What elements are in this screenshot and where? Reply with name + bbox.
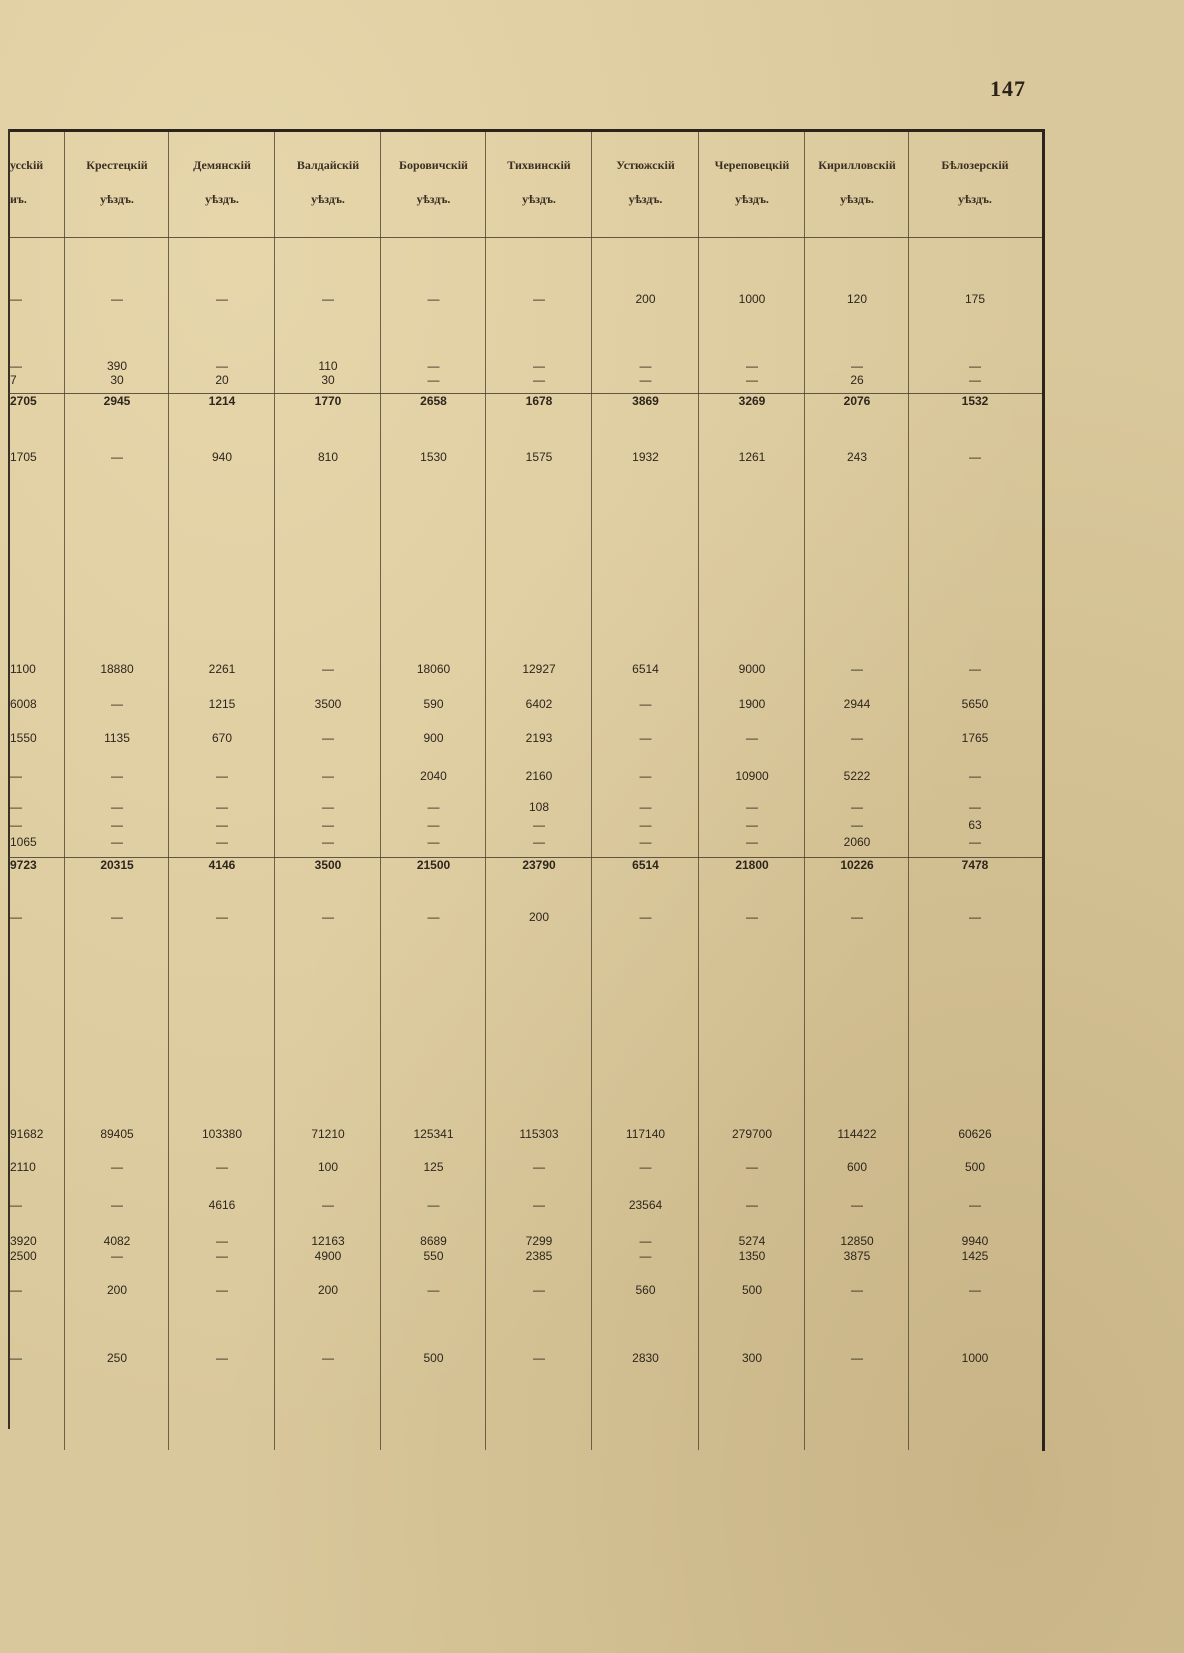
table-cell: —: [533, 1160, 545, 1174]
column-header: Боровичскiй уѣздъ.: [399, 158, 468, 206]
table-cell: —: [322, 769, 334, 783]
column-header: Демянскiй уѣздъ.: [193, 158, 251, 206]
table-cell: 200: [106, 1283, 128, 1297]
table-cell: 115303: [519, 1127, 559, 1141]
table-cell: —: [969, 769, 981, 783]
table-cell: —: [427, 292, 440, 306]
table-cell: —: [969, 835, 981, 849]
table-cell: —: [851, 662, 863, 676]
table-cell: 560: [635, 1283, 656, 1297]
table-cell: —: [10, 1283, 22, 1297]
table-cell: 500: [741, 1283, 763, 1297]
column-divider: [274, 132, 275, 1450]
table-cell: 250: [106, 1351, 128, 1365]
table-cell: —: [216, 835, 228, 849]
table-cell: —: [969, 800, 981, 814]
table-cell: —: [851, 910, 863, 924]
column-divider: [64, 132, 65, 1450]
table-cell: —: [533, 1283, 545, 1297]
table-cell: —: [639, 800, 652, 814]
table-cell: 1065: [10, 835, 37, 849]
column-header: Тихвинскiй уѣздъ.: [507, 158, 571, 206]
table-cell: —: [111, 835, 123, 849]
table-cell: —: [533, 373, 545, 387]
table-cell: 1532: [961, 394, 989, 408]
table-cell: —: [533, 1198, 545, 1212]
table-cell: —: [427, 373, 440, 387]
table-cell: —: [639, 818, 652, 832]
table-cell: 279700: [731, 1127, 773, 1141]
table-cell: 2076: [843, 394, 871, 408]
header-rule: [8, 237, 1042, 238]
table-cell: 10900: [735, 769, 769, 783]
table-cell: 2060: [843, 835, 871, 849]
table-cell: 6402: [525, 697, 553, 711]
table-cell: 3500: [314, 697, 342, 711]
table-cell: —: [851, 818, 863, 832]
table-cell: 1214: [208, 394, 236, 408]
table-cell: 110: [318, 359, 338, 373]
table-cell: —: [111, 450, 123, 464]
table-cell: 810: [317, 450, 339, 464]
table-cell: 1932: [632, 450, 659, 464]
column-header: уссkiй иъ.: [10, 158, 44, 206]
table-cell: 2500: [10, 1249, 37, 1263]
table-cell: —: [216, 818, 228, 832]
table-cell: 2705: [10, 394, 37, 408]
table-cell: 71210: [311, 1127, 345, 1141]
table-cell: 2944: [843, 697, 871, 711]
table-cell: —: [216, 1249, 228, 1263]
table-cell: 1530: [420, 450, 447, 464]
table-cell: 1350: [738, 1249, 766, 1263]
table-cell: 12927: [522, 662, 556, 676]
table-cell: 900: [423, 731, 444, 745]
table-cell: —: [639, 769, 652, 783]
column-divider: [380, 132, 381, 1450]
table-cell: —: [111, 292, 123, 306]
table-cell: —: [322, 1198, 334, 1212]
table-cell: 1705: [10, 450, 37, 464]
table-cell: 125341: [413, 1127, 454, 1141]
table-cell: —: [969, 1198, 981, 1212]
table-cell: 2040: [420, 769, 447, 783]
table-cell: —: [533, 835, 545, 849]
table-cell: 18060: [416, 662, 451, 676]
column-header: Валдайскiй уѣздъ.: [296, 158, 360, 206]
table-cell: 590: [423, 697, 444, 711]
table-cell: 1000: [738, 292, 766, 306]
table-cell: 6514: [632, 858, 659, 872]
table-cell: —: [427, 359, 440, 373]
table-cell: 3500: [314, 858, 342, 872]
column-header: Крестецкiй уѣздъ.: [86, 158, 148, 206]
table-cell: 2945: [103, 394, 131, 408]
table-cell: —: [10, 359, 22, 373]
table-cell: —: [533, 818, 545, 832]
table-cell: 3920: [10, 1234, 37, 1248]
table-cell: 91682: [10, 1127, 44, 1141]
table-cell: —: [851, 359, 863, 373]
table-cell: —: [851, 800, 863, 814]
table-cell: 1425: [961, 1249, 989, 1263]
table-cell: 1765: [961, 731, 989, 745]
table-cell: 5274: [738, 1234, 766, 1248]
table-cell: —: [216, 359, 228, 373]
table-cell: —: [969, 1283, 981, 1297]
table-cell: —: [533, 292, 545, 306]
table-cell: —: [851, 731, 863, 745]
column-divider: [698, 132, 699, 1450]
table-cell: —: [639, 731, 652, 745]
table-cell: —: [111, 1198, 123, 1212]
table-cell: —: [216, 1160, 228, 1174]
table-cell: —: [851, 1283, 863, 1297]
table-cell: —: [10, 910, 22, 924]
table-cell: —: [427, 1283, 440, 1297]
table-cell: 7: [10, 373, 17, 387]
table-cell: —: [322, 731, 334, 745]
table-cell: —: [216, 1283, 228, 1297]
table-cell: 12163: [311, 1234, 345, 1248]
table-cell: —: [746, 910, 758, 924]
table-cell: 200: [635, 292, 656, 306]
table-cell: 9723: [10, 858, 37, 872]
table-cell: 3869: [632, 394, 659, 408]
table-cell: 20: [215, 373, 229, 387]
table-cell: —: [216, 1234, 228, 1248]
table-cell: 8689: [420, 1234, 447, 1248]
table-cell: —: [969, 450, 981, 464]
table-cell: 114422: [837, 1127, 877, 1141]
table-cell: —: [969, 373, 981, 387]
table-cell: 26: [850, 373, 864, 387]
table-cell: —: [969, 359, 981, 373]
table-cell: —: [216, 1351, 228, 1365]
table-cell: —: [639, 1249, 652, 1263]
table-cell: 390: [106, 359, 128, 373]
table-cell: 200: [528, 910, 550, 924]
table-cell: 600: [846, 1160, 868, 1174]
table-cell: 103380: [201, 1127, 243, 1141]
table-cell: 2193: [525, 731, 553, 745]
table-cell: —: [851, 1198, 863, 1212]
table-cell: —: [969, 662, 981, 676]
column-divider: [908, 132, 909, 1450]
table-cell: 63: [968, 818, 982, 832]
table-cell: 550: [423, 1249, 444, 1263]
table-cell: —: [111, 910, 123, 924]
table-cell: 125: [423, 1160, 444, 1174]
table-cell: 1135: [104, 731, 130, 745]
table-cell: 108: [528, 800, 550, 814]
table-cell: —: [111, 1249, 123, 1263]
table-top-rule: [8, 129, 1044, 132]
table-cell: —: [111, 697, 123, 711]
column-divider: [168, 132, 169, 1450]
table-cell: —: [639, 359, 652, 373]
table-cell: 1678: [525, 394, 553, 408]
table-cell: 500: [423, 1351, 444, 1365]
table-cell: —: [111, 769, 123, 783]
table-cell: —: [427, 910, 440, 924]
table-cell: —: [746, 359, 758, 373]
table-cell: —: [322, 292, 334, 306]
table-cell: —: [10, 292, 22, 306]
table-right-rule: [1042, 129, 1045, 1451]
table-cell: —: [639, 1234, 652, 1248]
table-cell: 1900: [738, 697, 766, 711]
table-cell: 5650: [961, 697, 989, 711]
column-divider: [485, 132, 486, 1450]
table-cell: —: [111, 800, 123, 814]
column-header: Устюжскiй уѣздъ.: [616, 158, 675, 206]
table-cell: 1550: [10, 731, 37, 745]
table-cell: —: [10, 1198, 22, 1212]
table-cell: —: [746, 373, 758, 387]
table-cell: 6008: [10, 697, 37, 711]
table-cell: 670: [211, 731, 233, 745]
table-cell: —: [10, 769, 22, 783]
table-cell: —: [427, 1198, 440, 1212]
table-cell: 4146: [208, 858, 236, 872]
table-cell: 243: [846, 450, 868, 464]
table-cell: —: [322, 1351, 334, 1365]
column-header: Кирилловскiй уѣздъ.: [818, 158, 896, 206]
table-cell: —: [639, 697, 652, 711]
table-cell: —: [10, 818, 22, 832]
table-cell: 2385: [525, 1249, 553, 1263]
table-cell: —: [216, 769, 228, 783]
table-cell: 23564: [628, 1198, 663, 1212]
table-cell: 4082: [103, 1234, 131, 1248]
table-cell: —: [322, 800, 334, 814]
table-cell: —: [216, 292, 228, 306]
column-header: Бѣлозерскiй уѣздъ.: [941, 158, 1009, 206]
table-cell: 300: [741, 1351, 763, 1365]
table-cell: —: [533, 1351, 545, 1365]
table-cell: 100: [317, 1160, 339, 1174]
table-cell: —: [111, 1160, 123, 1174]
table-cell: 120: [846, 292, 868, 306]
table-cell: 3269: [738, 394, 766, 408]
table-cell: —: [322, 910, 334, 924]
table-cell: 1000: [961, 1351, 989, 1365]
page-number: 147: [990, 76, 1026, 101]
table-cell: 2658: [420, 394, 447, 408]
table-cell: 23790: [522, 858, 556, 872]
table-cell: 940: [211, 450, 233, 464]
table-cell: —: [746, 1160, 758, 1174]
table-cell: 200: [317, 1283, 339, 1297]
table-cell: 60626: [958, 1127, 992, 1141]
table-cell: 9000: [738, 662, 766, 676]
table-cell: —: [639, 1160, 652, 1174]
table-cell: 4616: [208, 1198, 236, 1212]
table-cell: 12850: [840, 1234, 874, 1248]
table-cell: 2110: [10, 1160, 36, 1174]
table-cell: 6514: [632, 662, 659, 676]
table-cell: 2261: [208, 662, 236, 676]
table-cell: —: [639, 835, 652, 849]
table-cell: —: [746, 835, 758, 849]
table-cell: 10226: [840, 858, 874, 872]
table-cell: —: [639, 373, 652, 387]
table-cell: 21800: [735, 858, 769, 872]
table-cell: —: [746, 1198, 758, 1212]
table-cell: 9940: [961, 1234, 989, 1248]
table-cell: —: [969, 910, 981, 924]
table-cell: —: [746, 818, 758, 832]
table-cell: —: [322, 818, 334, 832]
table-cell: 21500: [416, 858, 451, 872]
table-cell: 18880: [100, 662, 134, 676]
table-cell: —: [639, 910, 652, 924]
table-cell: 7299: [525, 1234, 553, 1248]
table-cell: —: [427, 800, 440, 814]
table-cell: —: [216, 800, 228, 814]
table-cell: 1215: [208, 697, 236, 711]
column-divider: [804, 132, 805, 1450]
table-cell: —: [427, 835, 440, 849]
table-cell: —: [10, 1351, 22, 1365]
table-cell: 3875: [843, 1249, 871, 1263]
column-header: Череповецкiй уѣздъ.: [714, 158, 790, 206]
table-cell: —: [427, 818, 440, 832]
table-cell: 5222: [843, 769, 871, 783]
table-cell: —: [851, 1351, 863, 1365]
table-cell: 1770: [314, 394, 342, 408]
table-cell: —: [10, 800, 22, 814]
table-cell: —: [216, 910, 228, 924]
table-cell: —: [322, 835, 334, 849]
table-cell: 2160: [525, 769, 553, 783]
table-cell: 175: [964, 292, 986, 306]
table-cell: 500: [964, 1160, 986, 1174]
table-cell: —: [746, 731, 758, 745]
table-cell: 20315: [100, 858, 134, 872]
table-cell: —: [111, 818, 123, 832]
table-cell: 89405: [100, 1127, 134, 1141]
table-cell: 1261: [738, 450, 766, 464]
table-cell: —: [533, 359, 545, 373]
table-cell: 30: [321, 373, 335, 387]
table-cell: 117140: [625, 1127, 666, 1141]
table-cell: 4900: [314, 1249, 342, 1263]
column-divider: [591, 132, 592, 1450]
table-cell: 30: [110, 373, 124, 387]
table-cell: —: [322, 662, 334, 676]
table-cell: 1575: [525, 450, 553, 464]
table-cell: 1100: [10, 662, 36, 676]
table-cell: 7478: [961, 858, 989, 872]
table-cell: 2830: [632, 1351, 659, 1365]
table-cell: —: [746, 800, 758, 814]
